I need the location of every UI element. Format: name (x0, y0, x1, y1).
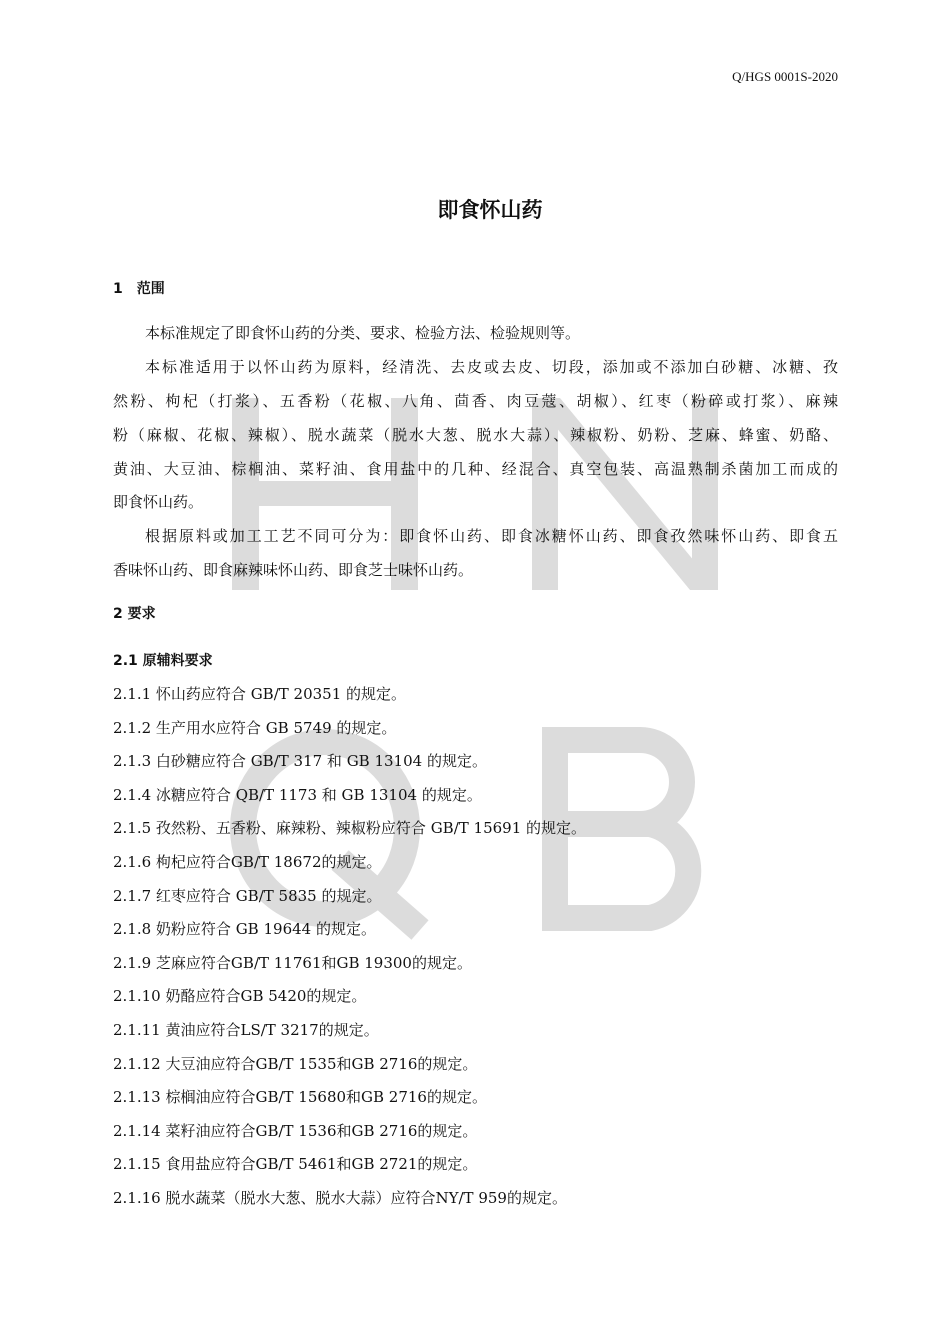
paragraph-line: 然粉、枸杞（打浆）、五香粉（花椒、八角、茴香、肉豆蔻、胡椒）、红枣（粉碎或打浆）、麻辣 (113, 392, 838, 410)
paragraph-line: 本标准规定了即食怀山药的分类、要求、检验方法、检验规则等。 (145, 324, 581, 342)
requirement-item: 2.1.4 冰糖应符合 QB/T 1173 和 GB 13104 的规定。 (113, 785, 482, 804)
requirement-item: 2.1.6 枸杞应符合GB/T 18672的规定。 (113, 853, 382, 871)
requirement-item: 2.1.9 芝麻应符合GB/T 11761和GB 19300的规定。 (113, 953, 472, 972)
paragraph-line: 即食怀山药。 (113, 493, 204, 511)
requirement-item: 2.1.5 孜然粉、五香粉、麻辣粉、辣椒粉应符合 GB/T 15691 的规定。 (113, 819, 587, 838)
requirement-item: 2.1.2 生产用水应符合 GB 5749 的规定。 (113, 718, 397, 737)
requirement-item: 2.1.16 脱水蔬菜（脱水大葱、脱水大蒜）应符合NY/T 959的规定。 (113, 1189, 567, 1207)
page-title: 即食怀山药 (437, 198, 543, 222)
requirement-item: 2.1.13 棕榈油应符合GB/T 15680和GB 2716的规定。 (113, 1088, 487, 1107)
requirement-item: 2.1.15 食用盐应符合GB/T 5461和GB 2721的规定。 (113, 1155, 478, 1174)
requirement-item: 2.1.1 怀山药应符合 GB/T 20351 的规定。 (113, 685, 407, 703)
requirement-item: 2.1.10 奶酪应符合GB 5420的规定。 (113, 987, 367, 1006)
requirement-item: 2.1.7 红枣应符合 GB/T 5835 的规定。 (113, 886, 382, 905)
section-heading: 2 要求 (113, 606, 156, 622)
section-heading: 1 范围 (113, 281, 165, 297)
requirement-item: 2.1.8 奶粉应符合 GB 19644 的规定。 (113, 920, 376, 939)
paragraph-line: 本标准适用于以怀山药为原料，经清洗、去皮或去皮、切段，添加或不添加白砂糖、冰糖、孜 (145, 358, 838, 376)
paragraph-line: 黄油、大豆油、棕榈油、菜籽油、食用盐中的几种、经混合、真空包装、高温熟制杀菌加工而成的 (113, 460, 838, 478)
paragraph-line: 粉（麻椒、花椒、辣椒）、脱水蔬菜（脱水大葱、脱水大蒜）、辣椒粉、奶粉、芝麻、蜂蜜、奶酪、 (113, 426, 838, 444)
requirement-item: 2.1.3 白砂糖应符合 GB/T 317 和 GB 13104 的规定。 (113, 752, 487, 771)
paragraph-line: 根据原料或加工工艺不同可分为：即食怀山药、即食冰糖怀山药、即食孜然味怀山药、即食五 (145, 527, 838, 545)
requirement-item: 2.1.14 菜籽油应符合GB/T 1536和GB 2716的规定。 (113, 1121, 478, 1140)
requirement-item: 2.1.12 大豆油应符合GB/T 1535和GB 2716的规定。 (113, 1054, 478, 1073)
paragraph-line: 香味怀山药、即食麻辣味怀山药、即食芝士味怀山药。 (113, 561, 474, 579)
requirement-item: 2.1.11 黄油应符合LS/T 3217的规定。 (113, 1021, 379, 1039)
subsection-heading: 2.1 原辅料要求 (113, 653, 213, 669)
standard-code: Q/HGS 0001S-2020 (732, 69, 838, 84)
